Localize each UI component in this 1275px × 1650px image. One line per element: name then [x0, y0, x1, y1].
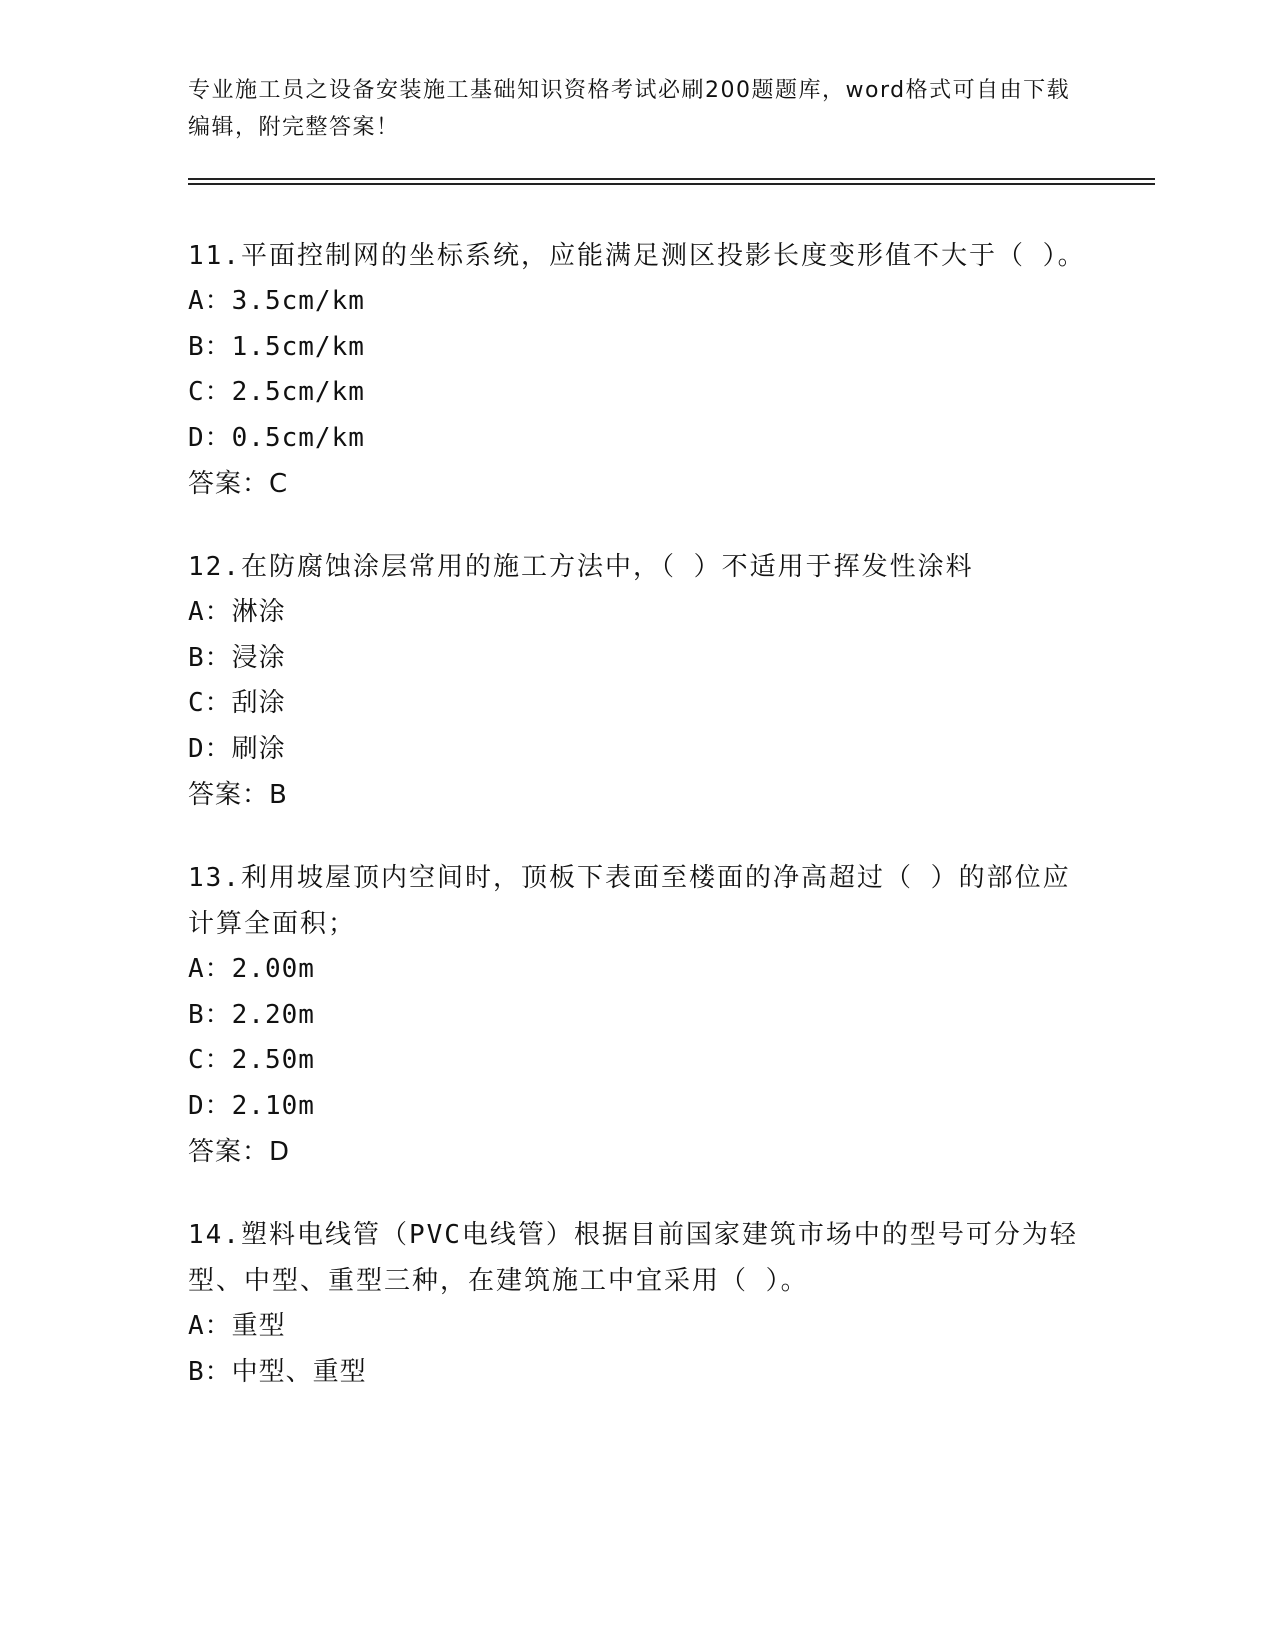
question-list — [188, 233, 1088, 1432]
option-d: D：0.5cm/km — [188, 422, 365, 453]
document-header: 专业施工员之设备安装施工基础知识资格考试必刷200题题库，word格式可自由下载编辑，附完整答案！ — [188, 78, 1071, 140]
option-a: A：3.5cm/km — [188, 286, 365, 316]
question-14 — [188, 1212, 1088, 1395]
option-b: B：中型、重型 — [188, 1356, 367, 1387]
header-divider-top — [188, 178, 1155, 180]
option-a: A：重型 — [188, 1311, 286, 1341]
option-d: D：刷涂 — [188, 733, 286, 764]
header-divider-bottom — [188, 183, 1155, 185]
option-c: C：2.50m — [188, 1045, 315, 1075]
question-11 — [188, 233, 1088, 507]
question-text: 11.平面控制网的坐标系统，应能满足测区投影长度变形值不大于（ ）。 — [188, 241, 1086, 271]
option-b: B：浸涂 — [188, 642, 286, 673]
option-c: C：2.5cm/km — [188, 377, 365, 407]
option-a: A：2.00m — [188, 954, 315, 984]
option-b: B：1.5cm/km — [188, 331, 365, 362]
question-text: 14.塑料电线管（PVC电线管）根据目前国家建筑市场中的型号可分为轻型、中型、重型三种，在建筑施工中宜采用（ ）。 — [188, 1220, 1078, 1296]
option-b: B：2.20m — [188, 999, 315, 1030]
option-d: D：2.10m — [188, 1090, 315, 1121]
question-text: 12.在防腐蚀涂层常用的施工方法中，（ ）不适用于挥发性涂料 — [188, 552, 974, 582]
option-a: A：淋涂 — [188, 597, 286, 627]
answer: 答案：B — [188, 780, 288, 810]
answer: 答案：C — [188, 469, 289, 499]
question-text: 13.利用坡屋顶内空间时，顶板下表面至楼面的净高超过（ ）的部位应计算全面积； — [188, 863, 1071, 939]
question-12 — [188, 544, 1088, 818]
answer: 答案：D — [188, 1137, 291, 1167]
question-13 — [188, 855, 1088, 1175]
option-c: C：刮涂 — [188, 688, 286, 718]
